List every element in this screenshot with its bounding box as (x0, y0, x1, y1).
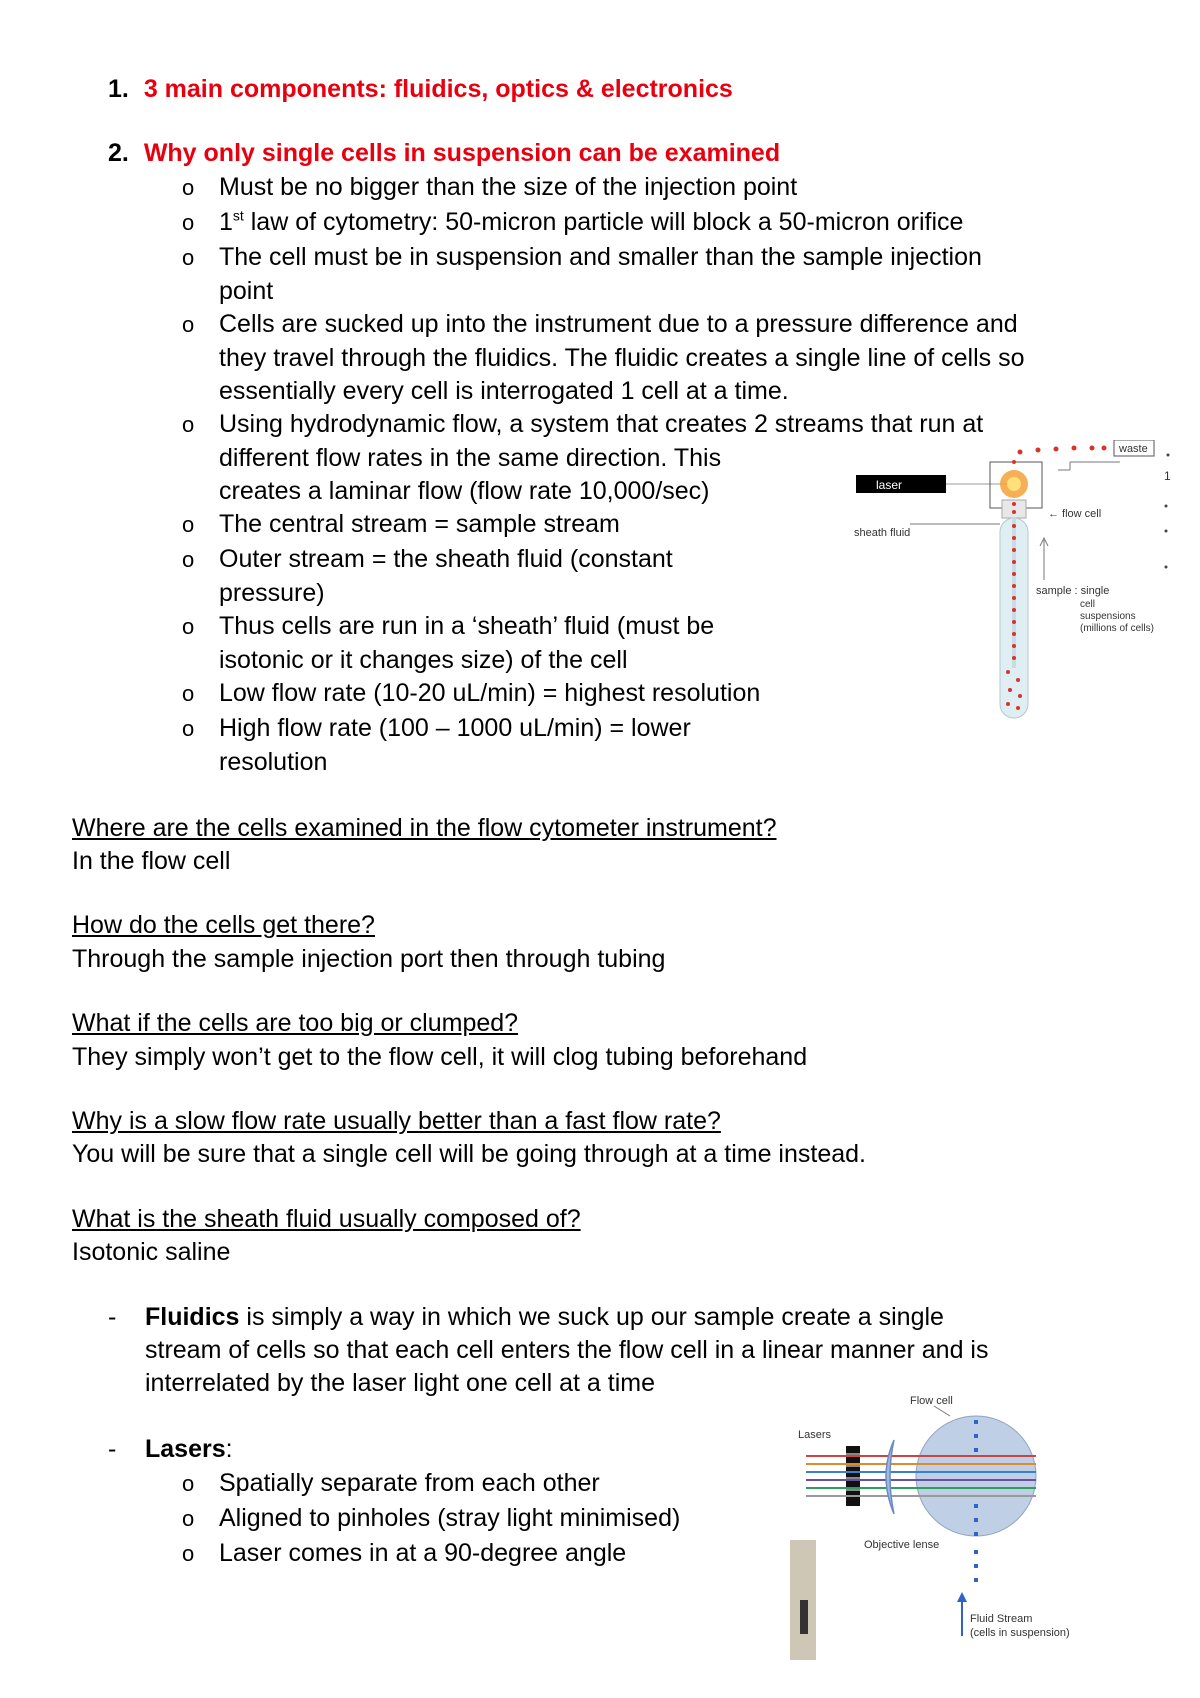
bullet-10-line-1: High flow rate (100 – 1000 uL/min) = lower (219, 714, 691, 742)
bullet-marker: o (182, 614, 195, 639)
bullet-marker: o (182, 312, 195, 337)
svg-text:cell: cell (1080, 599, 1096, 610)
bullet-5-line-3: creates a laminar flow (flow rate 10,000/sec) (219, 477, 710, 505)
question-5: What is the sheath fluid usually composed of? (72, 1205, 581, 1233)
objective-lens-label: Objective lense (864, 1539, 940, 1551)
heading-1-text: 3 main components: fluidics, optics & electronics (143, 75, 733, 103)
answer-1: In the flow cell (72, 847, 231, 875)
laser-spot-core (1007, 477, 1021, 491)
svg-text:suspensions: suspensions (1080, 611, 1136, 622)
bullet-10-line-2: resolution (219, 748, 328, 776)
heading-2-text: Why only single cells in suspension can be examined (143, 139, 781, 167)
bullet-1: Must be no bigger than the size of the injection point (219, 173, 798, 201)
answer-3: They simply won’t get to the flow cell, it will clog tubing beforehand (72, 1043, 808, 1071)
sample-label: sample : single (1036, 585, 1110, 597)
bullet-marker: o (182, 175, 195, 200)
fluidics-line-3: interrelated by the laser light one cell at a time (145, 1369, 655, 1397)
bullet-7-line-1: Outer stream = the sheath fluid (constant (219, 545, 673, 573)
flow-cell-label: ← flow cell (1048, 508, 1102, 520)
bullet-2: 1st law of cytometry: 50-micron particle will block a 50-micron orifice (219, 207, 964, 236)
sheath-fluid-label: sheath fluid (854, 527, 911, 539)
bullet-6: The central stream = sample stream (219, 510, 620, 538)
bullet-3-line-1: The cell must be in suspension and smaller than the sample injection (219, 243, 982, 271)
question-1: Where are the cells examined in the flow cytometer instrument? (72, 814, 777, 842)
laser-label: laser (876, 478, 903, 492)
lasers-bullet-1: Spatially separate from each other (219, 1469, 600, 1497)
fluidics-line-2: stream of cells so that each cell enters the flow cell in a linear manner and is (145, 1336, 989, 1364)
bullet-4-line-1: Cells are sucked up into the instrument due to a pressure difference and (219, 310, 1018, 338)
flow-cell-diagram (840, 440, 1180, 740)
bullet-marker: o (182, 1506, 195, 1531)
bullet-5-line-1: Using hydrodynamic flow, a system that creates 2 streams that run at (219, 410, 984, 438)
bullet-8-line-2: isotonic or it changes size) of the cell (219, 646, 628, 674)
dash-marker: - (108, 1435, 117, 1463)
bullet-marker: o (182, 412, 195, 437)
lasers-bullet-3: Laser comes in at a 90-degree angle (219, 1539, 627, 1567)
waste-droplets (1018, 446, 1107, 455)
bullet-marker: o (182, 1541, 195, 1566)
bullet-4-line-2: they travel through the fluidics. The fluidic creates a single line of cells so (219, 344, 1025, 372)
bullet-marker: o (182, 547, 195, 572)
question-4: Why is a slow flow rate usually better than a fast flow rate? (72, 1107, 721, 1135)
fluid-stream-sub: (cells in suspension) (970, 1627, 1070, 1639)
waste-label: waste (1119, 443, 1148, 455)
heading-2: 2. Why only single cells in suspension can be examined (108, 139, 781, 167)
lasers-label: Lasers (798, 1429, 832, 1441)
svg-text:(millions of cells): (millions of cells) (1080, 623, 1154, 634)
fluidics-term: Fluidics (145, 1303, 240, 1331)
bullet-marker: o (182, 210, 195, 235)
bullet-5-line-2: different flow rates in the same direction. This (219, 444, 722, 472)
bullet-8-line-1: Thus cells are run in a ‘sheath’ fluid (must be (219, 612, 715, 640)
answer-4: You will be sure that a single cell will be going through at a time instead. (72, 1140, 866, 1168)
objective-lens (886, 1440, 894, 1514)
lasers-term: Lasers (145, 1435, 226, 1463)
lasers-heading: Lasers: (145, 1435, 233, 1463)
bullet-marker: o (182, 1471, 195, 1496)
answer-2: Through the sample injection port then through tubing (72, 945, 666, 973)
margin-digit: 1 (1164, 469, 1171, 483)
answer-5: Isotonic saline (72, 1238, 231, 1266)
heading-1: 1. 3 main components: fluidics, optics & electronics (108, 75, 733, 103)
bullet-marker: o (182, 245, 195, 270)
question-2: How do the cells get there? (72, 911, 375, 939)
fluid-stream-label: Fluid Stream (970, 1613, 1033, 1625)
bullet-marker: o (182, 512, 195, 537)
dash-marker: - (108, 1303, 117, 1331)
question-3: What if the cells are too big or clumped? (72, 1009, 519, 1037)
bullet-9: Low flow rate (10-20 uL/min) = highest resolution (219, 679, 761, 707)
flow-cell-label-2: Flow cell (910, 1395, 953, 1407)
laser-optics-diagram (790, 1390, 1120, 1660)
fluidics-line-1: Fluidics is simply a way in which we suck up our sample create a single (145, 1303, 944, 1331)
bullet-marker: o (182, 681, 195, 706)
bullet-7-line-2: pressure) (219, 579, 325, 607)
lasers-bullet-2: Aligned to pinholes (stray light minimised) (219, 1504, 681, 1532)
bullet-4-line-3: essentially every cell is interrogated 1 cell at a time. (219, 377, 789, 405)
bullet-marker: o (182, 716, 195, 741)
bullet-3-line-2: point (219, 277, 274, 305)
